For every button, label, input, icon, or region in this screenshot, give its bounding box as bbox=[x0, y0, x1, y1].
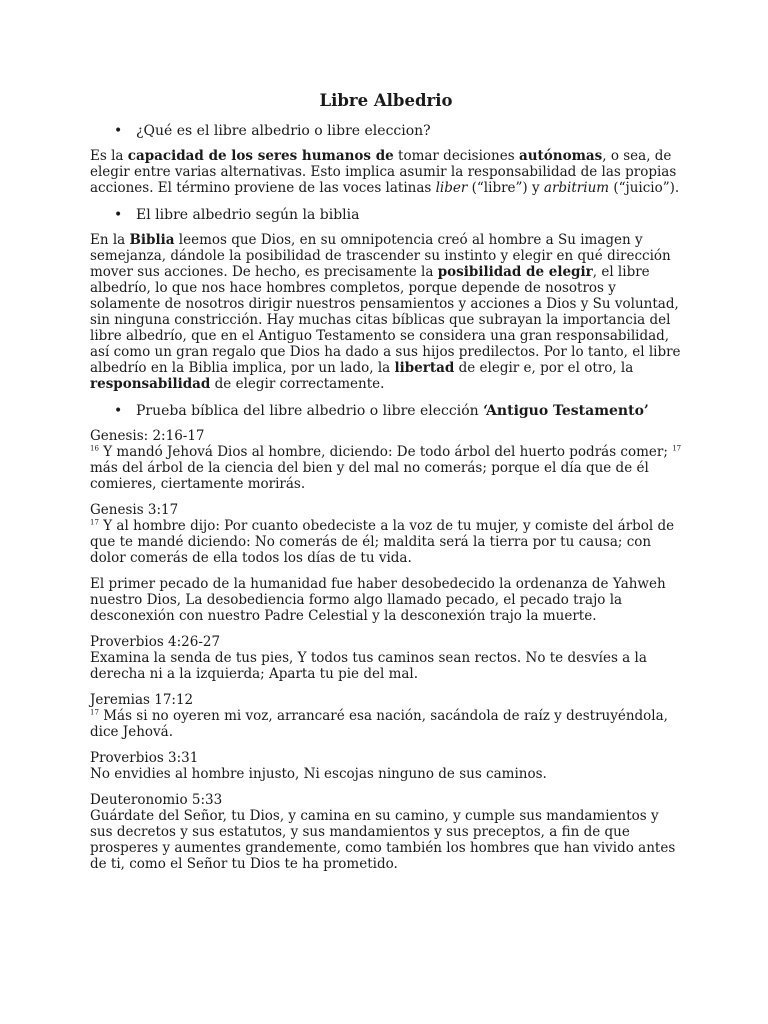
text-span: Es la bbox=[90, 148, 128, 164]
text-span: más del árbol de la ciencia del bien y del mal no comerás; porque el día que de él comieres, ciertamente morirás. bbox=[90, 460, 649, 492]
bold-span: posibilidad de elegir bbox=[437, 264, 593, 280]
document-content bbox=[90, 90, 682, 882]
bullet-dot-icon: • bbox=[114, 123, 123, 139]
verse-proverbs-3 bbox=[90, 750, 682, 782]
verse-reference: Genesis 3:17 bbox=[90, 502, 179, 518]
bold-span: responsabilidad bbox=[90, 376, 211, 392]
text-span: de elegir correctamente. bbox=[210, 376, 385, 392]
text-span: En la bbox=[90, 232, 130, 248]
text-span: tomar decisiones bbox=[393, 148, 519, 164]
verse-genesis-2 bbox=[90, 428, 682, 492]
bullet-what-is bbox=[90, 122, 682, 140]
text-span: Y mandó Jehová Dios al hombre, diciendo: De todo árbol del huerto podrás comer; bbox=[98, 444, 673, 460]
verse-number: 17 bbox=[90, 518, 99, 527]
verse-reference: Proverbios 3:31 bbox=[90, 750, 199, 766]
verse-reference: Deuteronomio 5:33 bbox=[90, 792, 223, 808]
bullet-what-is-text: ¿Qué es el libre albedrio o libre eleccion? bbox=[136, 123, 431, 139]
bullet-dot-icon: • bbox=[114, 403, 123, 419]
italic-span: arbitrium bbox=[543, 180, 610, 196]
verse-text bbox=[90, 444, 681, 492]
bullet-proof-bold: ‘Antiguo Testamento’ bbox=[483, 403, 649, 419]
verse-number: 17 bbox=[90, 708, 99, 717]
bullet-proof bbox=[90, 402, 682, 420]
verse-reference: Proverbios 4:26-27 bbox=[90, 634, 221, 650]
document-title: Libre Albedrio bbox=[319, 91, 453, 110]
text-span: leemos que Dios, en su omnipotencia creó al hombre a Su imagen y semejanza, dándole la posibilidad de trascender su instinto y elegir en qué dirección mover sus acciones. De hecho, es precisamente la bbox=[90, 232, 671, 280]
verse-jeremias bbox=[90, 692, 682, 740]
verse-number: 17 bbox=[672, 444, 682, 453]
bullet-dot-icon: • bbox=[114, 207, 123, 223]
verse-text bbox=[90, 518, 674, 566]
verse-text: No envidies al hombre injusto, Ni escojas ninguno de sus caminos. bbox=[90, 766, 547, 782]
text-span: , el libre albedrío, lo que nos hace hombres completos, porque depende de nosotros y solamente de nosotros dirigir nuestros pensamientos y acciones a Dios y Su voluntad, sin ninguna constricción. Hay muchas citas bíblicas que subrayan la importancia del libre albedrío, que en el Antiguo Testamento se considera una gran responsabilidad, así como un gran regalo que Dios ha dado a sus hijos predilectos. Por lo tanto, el libre albedrío en la Biblia implica, por un lado, la bbox=[90, 264, 681, 376]
text-span: Y al hombre dijo: Por cuanto obedeciste a la voz de tu mujer, y comiste del árbol de que te mandé diciendo: No comerás de él; maldita será la tierra por tu causa; con dolor comerás de ella todos los días de tu vida. bbox=[90, 518, 675, 566]
verse-text: Examina la senda de tus pies, Y todos tus caminos sean rectos. No te desvíes a la derecha ni a la izquierda; Aparta tu pie del mal. bbox=[90, 650, 647, 682]
verse-proverbs-4 bbox=[90, 634, 682, 682]
verse-text: Guárdate del Señor, tu Dios, y camina en su camino, y cumple sus mandamientos y sus decretos y sus estatutos, y sus mandamientos y sus preceptos, a fin de que prosperes y aumentes grandemente, como también los hombres que han vivido antes de ti, como el Señor tu Dios te ha prometido. bbox=[90, 808, 676, 872]
bold-span: capacidad de los seres humanos de bbox=[127, 148, 394, 164]
bullet-proof-text: Prueba bíblica del libre albedrio o libre elección bbox=[136, 403, 484, 419]
verse-reference: Jeremias 17:12 bbox=[90, 692, 194, 708]
bold-span: libertad bbox=[394, 360, 455, 376]
verse-text bbox=[90, 708, 668, 740]
verse-deuteronomio bbox=[90, 792, 682, 872]
bullet-bible bbox=[90, 206, 682, 224]
text-span: de elegir e, por el otro, la bbox=[454, 360, 634, 376]
italic-span: liber bbox=[435, 180, 468, 196]
sin-commentary: El primer pecado de la humanidad fue haber desobedecido la ordenanza de Yahweh nuestro Dios, La desobediencia formo algo llamado pecado, el pecado trajo la desconexión con nuestro Padre Celestial y la desconexión trajo la muerte. bbox=[90, 576, 666, 624]
verse-genesis-3 bbox=[90, 502, 682, 566]
verse-reference: Genesis: 2:16-17 bbox=[90, 428, 205, 444]
bold-span: autónomas bbox=[518, 148, 603, 164]
verse-number: 16 bbox=[90, 444, 99, 453]
text-span: (“juicio”). bbox=[609, 180, 680, 196]
bold-span: Biblia bbox=[129, 232, 175, 248]
text-span: Más si no oyeren mi voz, arrancaré esa nación, sacándola de raíz y destruyéndola, dice Jehová. bbox=[90, 708, 668, 740]
text-span: , o sea, de elegir entre varias alternativas. Esto implica asumir la responsabilidad de las propias acciones. El término proviene de las voces latinas bbox=[90, 148, 677, 196]
bullet-bible-text: El libre albedrio según la biblia bbox=[136, 207, 360, 223]
text-span: (“libre”) y bbox=[467, 180, 544, 196]
definition-paragraph bbox=[90, 148, 682, 196]
bible-paragraph bbox=[90, 232, 682, 392]
